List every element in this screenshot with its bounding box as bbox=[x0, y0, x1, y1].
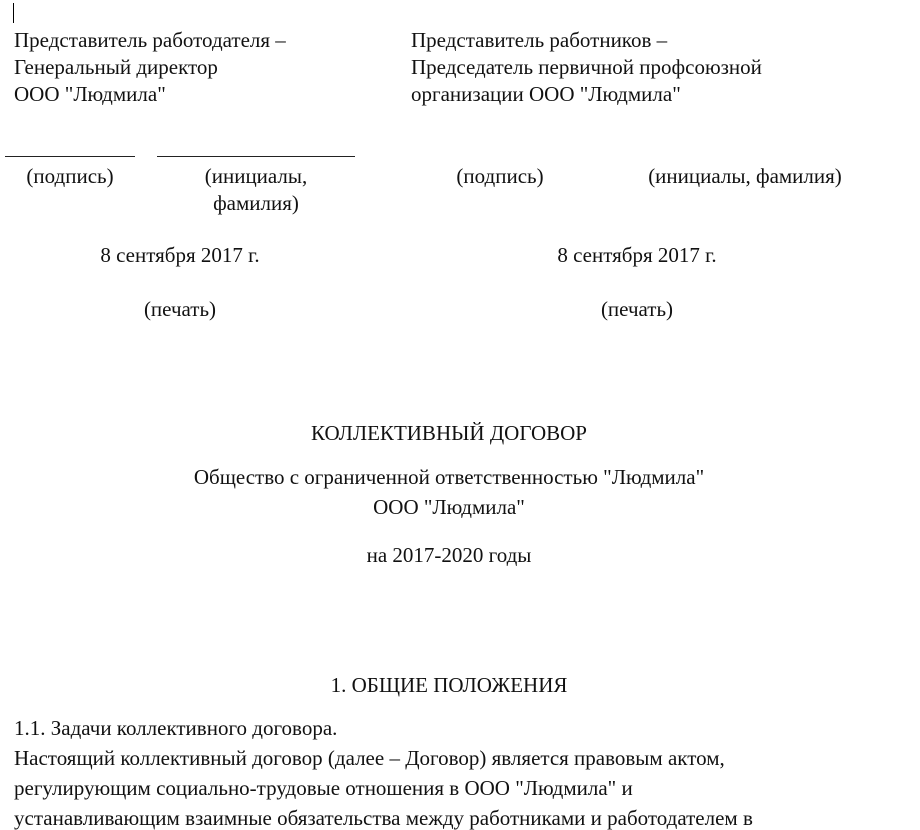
employees-line-1: Представитель работников – bbox=[411, 28, 668, 52]
employer-date: 8 сентября 2017 г. bbox=[100, 243, 260, 267]
employer-representative-block bbox=[14, 27, 286, 108]
employer-signature-caption: (подпись) bbox=[26, 164, 114, 188]
employees-line-3: организации ООО "Людмила" bbox=[411, 82, 681, 106]
company-full-name: Общество с ограниченной ответственностью "Людмила" bbox=[193, 465, 705, 489]
company-short-name: ООО "Людмила" bbox=[373, 495, 525, 519]
employer-initials-caption bbox=[157, 163, 355, 217]
employer-initials-caption-line-1: (инициалы, bbox=[204, 164, 308, 188]
contract-period: на 2017-2020 годы bbox=[366, 543, 532, 567]
paragraph-line-1: Настоящий коллективный договор (далее – Договор) является правовым актом, bbox=[14, 746, 725, 770]
employees-seal-caption: (печать) bbox=[600, 297, 674, 321]
section-subheading: 1.1. Задачи коллективного договора. bbox=[14, 716, 338, 740]
employer-line-1: Представитель работодателя – bbox=[14, 28, 286, 52]
employer-line-2: Генеральный директор bbox=[14, 55, 218, 79]
employees-representative-block bbox=[411, 27, 762, 108]
text-cursor bbox=[13, 3, 14, 23]
employees-date: 8 сентября 2017 г. bbox=[557, 243, 717, 267]
employees-signature-caption: (подпись) bbox=[456, 164, 544, 188]
employer-initials-line bbox=[157, 156, 355, 157]
paragraph-line-2: регулирующим социально-трудовые отношения в ООО "Людмила" и bbox=[14, 776, 633, 800]
employer-seal-caption: (печать) bbox=[143, 297, 217, 321]
employees-line-2: Председатель первичной профсоюзной bbox=[411, 55, 762, 79]
employer-signature-line bbox=[5, 156, 135, 157]
employer-line-3: ООО "Людмила" bbox=[14, 82, 166, 106]
employees-initials-caption: (инициалы, фамилия) bbox=[648, 164, 842, 188]
paragraph-line-3: устанавливающим взаимные обязательства между работниками и работодателем в bbox=[14, 806, 753, 830]
employer-initials-caption-line-2: фамилия) bbox=[213, 191, 299, 215]
document-title: КОЛЛЕКТИВНЫЙ ДОГОВОР bbox=[311, 421, 587, 445]
section-heading: 1. ОБЩИЕ ПОЛОЖЕНИЯ bbox=[330, 673, 568, 697]
